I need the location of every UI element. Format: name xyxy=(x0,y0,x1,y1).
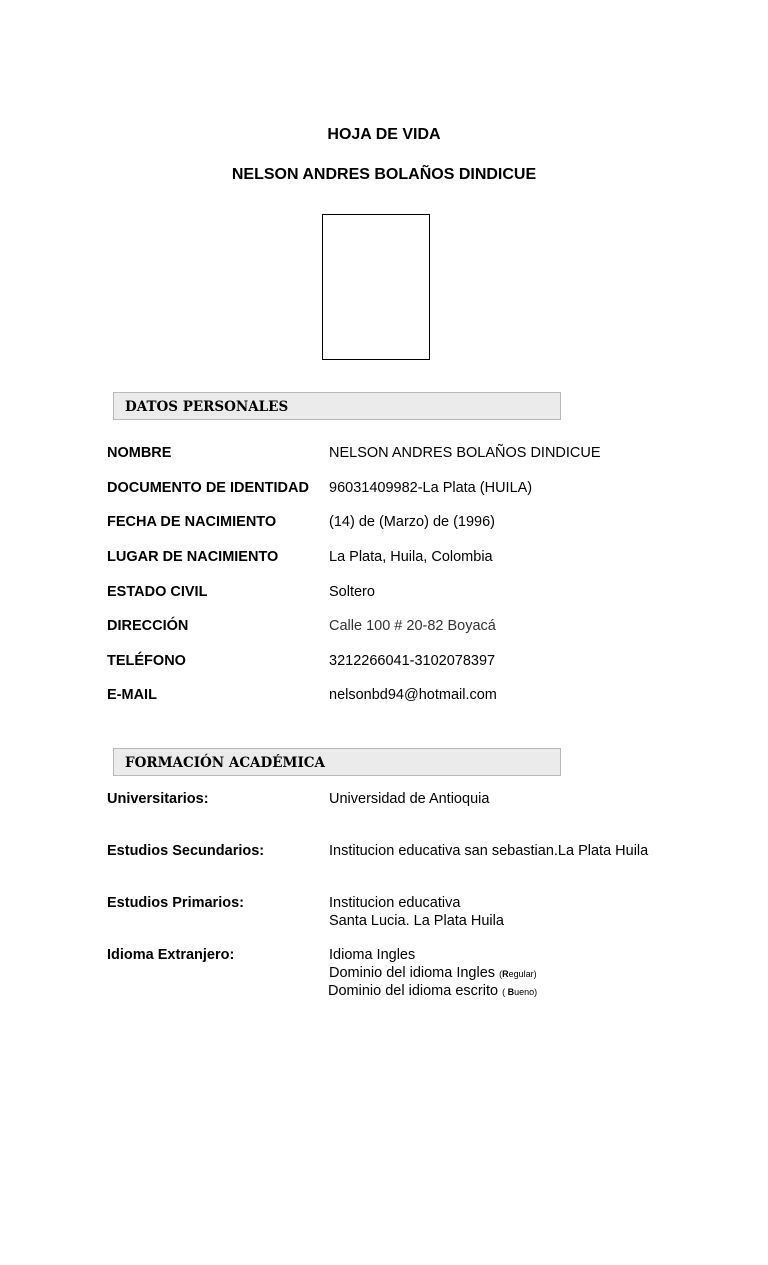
value-universitarios: Universidad de Antioquia xyxy=(329,791,490,807)
label-estado-civil: ESTADO CIVIL xyxy=(107,584,208,600)
idioma-escrito-level: ( Bueno) xyxy=(502,987,538,997)
label-universitarios: Universitarios: xyxy=(107,791,209,807)
idioma-ingles-text: Dominio del idioma Ingles xyxy=(329,964,496,981)
label-direccion: DIRECCIÓN xyxy=(107,618,189,634)
value-lugar-nacimiento: La Plata, Huila, Colombia xyxy=(329,549,493,565)
value-idioma xyxy=(329,947,537,1002)
document-title: HOJA DE VIDA xyxy=(327,126,441,143)
idioma-line-3 xyxy=(328,983,537,1002)
label-email: E-MAIL xyxy=(107,687,157,703)
idioma-line-2 xyxy=(329,965,537,984)
value-documento: 96031409982-La Plata (HUILA) xyxy=(329,480,533,496)
label-primarios: Estudios Primarios: xyxy=(107,895,244,911)
value-fecha-nacimiento: (14) de (Marzo) de (1996) xyxy=(329,514,496,530)
label-telefono: TELÉFONO xyxy=(107,653,186,669)
value-primarios xyxy=(329,895,504,930)
label-lugar-nacimiento: LUGAR DE NACIMIENTO xyxy=(107,549,279,565)
label-fecha-nacimiento: FECHA DE NACIMIENTO xyxy=(107,514,277,530)
label-secundarios: Estudios Secundarios: xyxy=(107,843,265,859)
primarios-line-2: Santa Lucia. La Plata Huila xyxy=(329,912,504,929)
idioma-ingles-level: (Regular) xyxy=(499,968,537,979)
person-name-heading: NELSON ANDRES BOLAÑOS DINDICUE xyxy=(231,166,537,183)
value-secundarios: Institucion educativa san sebastian.La Plata Huila xyxy=(329,843,649,859)
primarios-line-1: Institucion educativa xyxy=(329,895,461,911)
value-nombre: NELSON ANDRES BOLAÑOS DINDICUE xyxy=(329,445,601,461)
section-header-academic: FORMACIÓN ACADÉMICA xyxy=(113,748,561,776)
idioma-escrito-text: Dominio del idioma escrito xyxy=(328,983,499,999)
photo-placeholder xyxy=(322,214,430,360)
idioma-line-1: Idioma Ingles xyxy=(329,947,416,963)
label-documento: DOCUMENTO DE IDENTIDAD xyxy=(107,480,309,496)
value-email: nelsonbd94@hotmail.com xyxy=(329,687,497,703)
value-direccion: Calle 100 # 20-82 Boyacá xyxy=(329,618,496,634)
value-telefono: 3212266041-3102078397 xyxy=(329,653,496,669)
label-idioma: Idioma Extranjero: xyxy=(107,947,235,963)
section-header-personal-data: DATOS PERSONALES xyxy=(113,392,561,420)
value-estado-civil: Soltero xyxy=(329,584,375,600)
label-nombre: NOMBRE xyxy=(107,445,172,461)
